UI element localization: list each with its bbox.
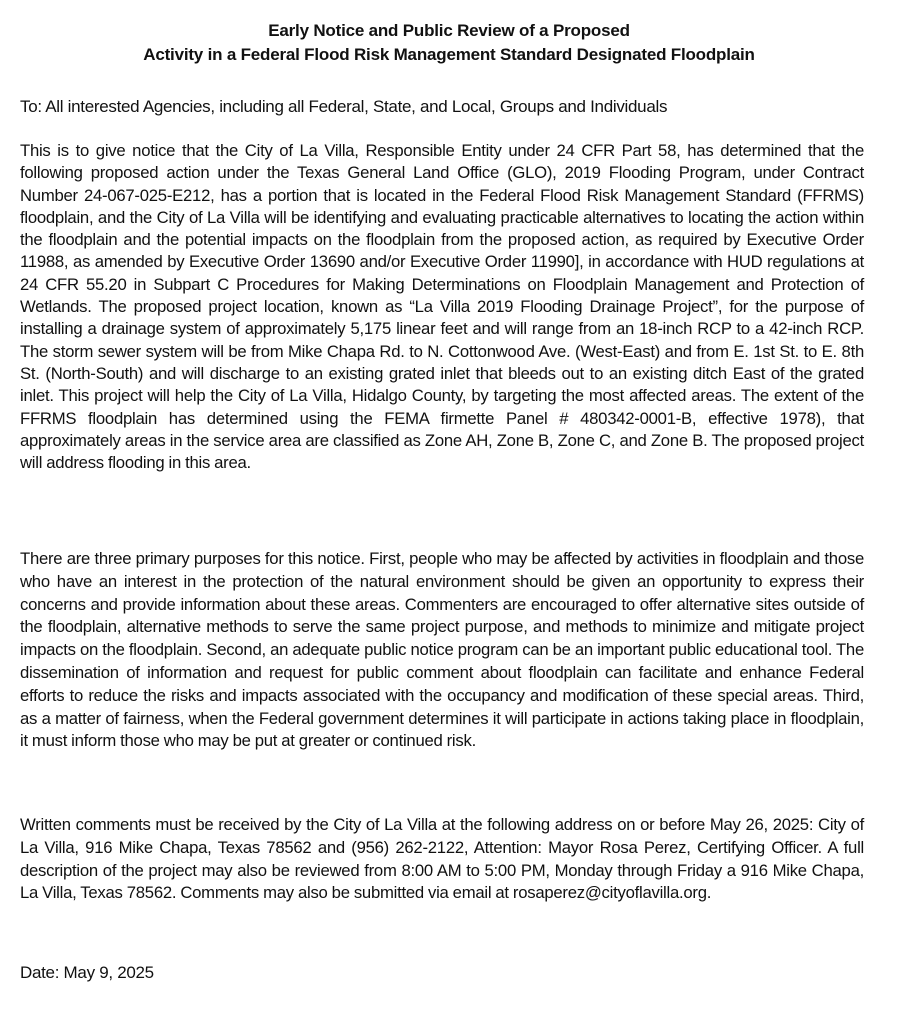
notice-date: Date: May 9, 2025 (20, 963, 154, 982)
notice-paragraph-2: There are three primary purposes for this notice. First, people who may be affected by activities in floodplain and those who have an interest in the protection of the natural environment should be given an opportunity to express their concerns and provide information about these areas. Commenters are encouraged to offer alternative sites outside of the floodplain, alternative methods to serve the same project purpose, and methods to minimize and mitigate project impacts on the floodplain. Second, an adequate public notice program can be an important public educational tool. The dissemination of information and request for public comment about floodplain can facilitate and enhance Federal efforts to reduce the risks and impacts associated with the occupancy and modification of these special areas. Third, as a matter of fairness, when the Federal government determines it will participate in actions taking place in floodplain, it must inform those who may be put at greater or continued risk. (20, 549, 864, 751)
notice-title-line-1: Early Notice and Public Review of a Proposed (268, 21, 630, 40)
notice-paragraph-1: This is to give notice that the City of La Villa, Responsible Entity under 24 CFR Part 58, has determined that the following proposed action under the Texas General Land Office (GLO), 2019 Flooding Program, under Contract Number 24-067-025-E212, has a portion that is located in the Federal Flood Risk Management Standard (FFRMS) floodplain, and the City of La Villa will be identifying and evaluating practicable alternatives to locating the action within the floodplain and the potential impacts on the floodplain from the proposed action, as required by Executive Order 11988, as amended by Executive Order 13690 and/or Executive Order 11990], in accordance with HUD regulations at 24 CFR 55.20 in Subpart C Procedures for Making Determinations on Floodplain Management and Protection of Wetlands. The proposed project location, known as “La Villa 2019 Flooding Drainage Project”, for the purpose of installing a drainage system of approximately 5,175 linear feet and will range from an 18-inch RCP to a 42-inch RCP. The storm sewer system will be from Mike Chapa Rd. to N. Cottonwood Ave. (West-East) and from E. 1st St. to E. 8th St. (North-South) and will discharge to an existing grated inlet that bleeds out to an existing ditch East of the grated inlet. This project will help the City of La Villa, Hidalgo County, by targeting the most affected areas. The extent of the FFRMS floodplain has determined using the FEMA firmette Panel # 480342-0001-B, effective 1978), that approximately areas in the service area are classified as Zone AH, Zone B, Zone C, and Zone B. The proposed project will address flooding in this area. (20, 141, 864, 473)
notice-title-line-2: Activity in a Federal Flood Risk Management Standard Designated Floodplain (143, 45, 755, 64)
recipients-line: To: All interested Agencies, including all Federal, State, and Local, Groups and Individuals (20, 97, 668, 116)
notice-paragraph-3: Written comments must be received by the City of La Villa at the following address on or before May 26, 2025: City of La Villa, 916 Mike Chapa, Texas 78562 and (956) 262-2122, Attention: Mayor Rosa Perez, Certifying Officer. A full description of the project may also be reviewed from 8:00 AM to 5:00 PM, Monday through Friday a 916 Mike Chapa, La Villa, Texas 78562. Comments may also be submitted via email at rosaperez@cityoflavilla.org. (20, 815, 864, 903)
